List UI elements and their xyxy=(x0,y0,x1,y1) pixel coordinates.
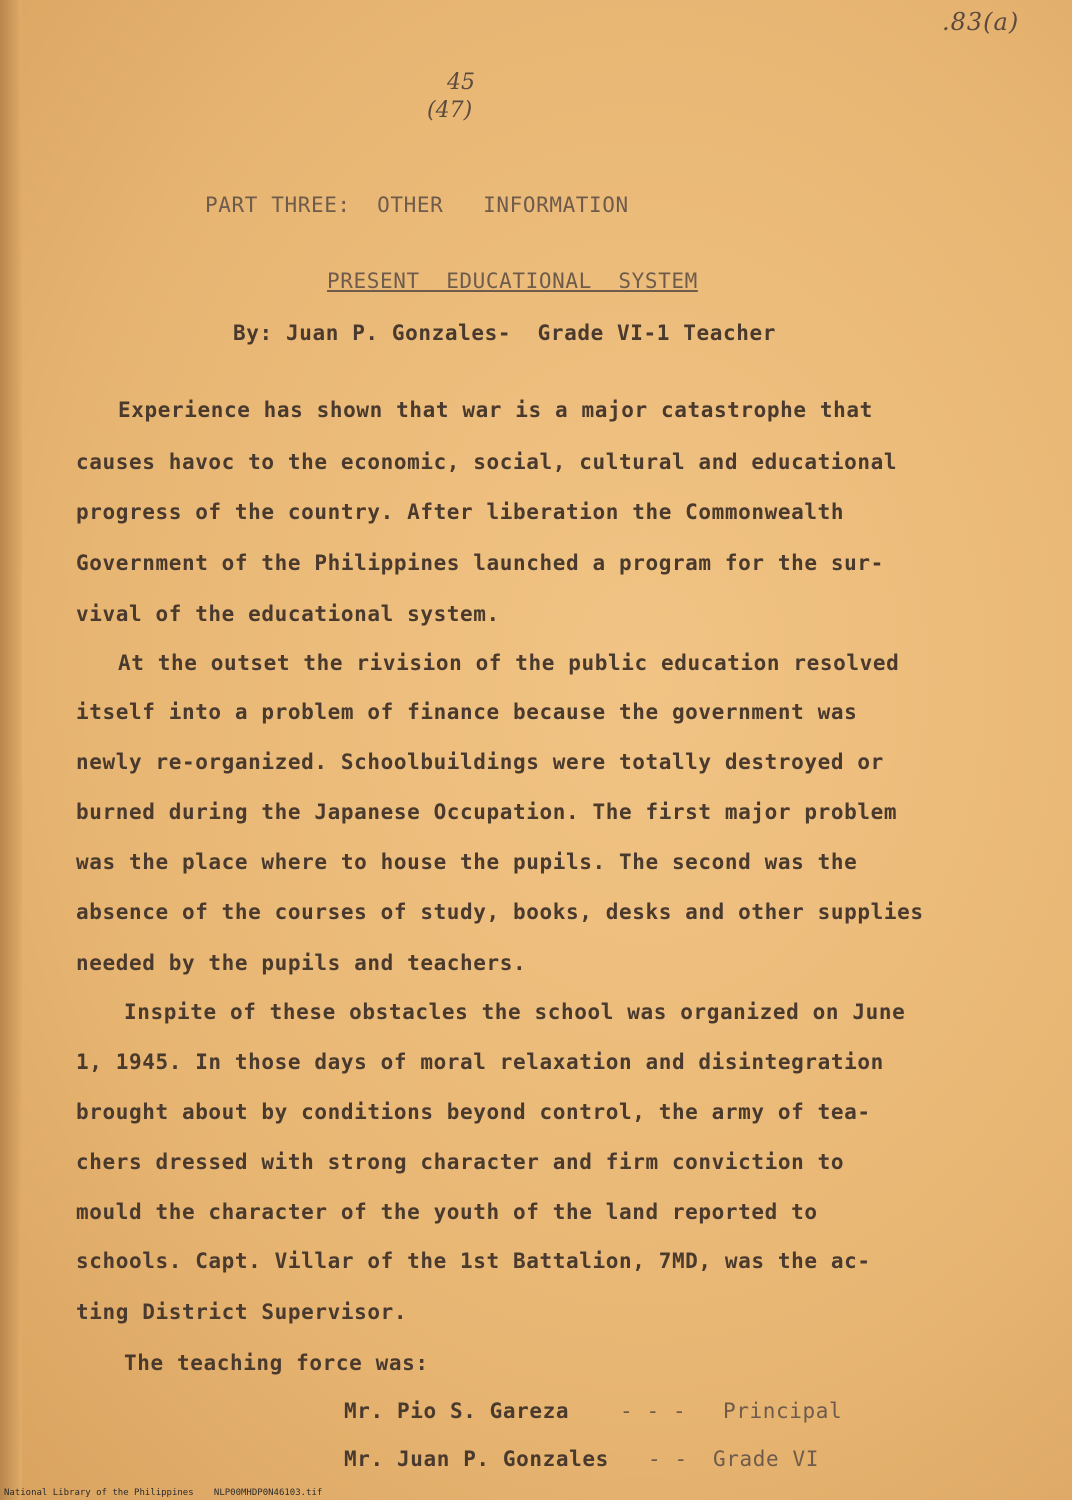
body-line: Government of the Philippines launched a program for the sur- xyxy=(76,551,884,575)
body-line: newly re-organized. Schoolbuildings were totally destroyed or xyxy=(76,750,884,774)
footer-library: National Library of the Philippines xyxy=(4,1488,194,1498)
body-line: absence of the courses of study, books, desks and other supplies xyxy=(76,900,924,924)
body-line: schools. Capt. Villar of the 1st Battalion, 7MD, was the ac- xyxy=(76,1249,871,1273)
body-line: At the outset the rivision of the public education resolved xyxy=(118,651,900,675)
body-line: vival of the educational system. xyxy=(76,602,500,626)
body-line: was the place where to house the pupils. The second was the xyxy=(76,850,858,874)
staff-name: Mr. Juan P. Gonzales xyxy=(344,1447,609,1471)
body-line: The teaching force was: xyxy=(124,1351,429,1375)
staff-dashes: - - xyxy=(648,1447,688,1471)
byline: By: Juan P. Gonzales- Grade VI-1 Teacher xyxy=(233,321,776,345)
body-line: mould the character of the youth of the land reported to xyxy=(76,1200,818,1224)
old-page-number: (47) xyxy=(427,98,473,123)
corner-annotation: .83(a) xyxy=(942,8,1020,36)
body-line: progress of the country. After liberation the Commonwealth xyxy=(76,500,845,524)
body-line: Inspite of these obstacles the school was organized on June xyxy=(124,1000,906,1024)
scan-footer xyxy=(0,1486,1072,1500)
body-line: 1, 1945. In those days of moral relaxation and disintegration xyxy=(76,1050,884,1074)
body-line: itself into a problem of finance because the government was xyxy=(76,700,858,724)
staff-role: Principal xyxy=(723,1399,843,1423)
body-line: needed by the pupils and teachers. xyxy=(76,951,527,975)
staff-name: Mr. Pio S. Gareza xyxy=(344,1399,570,1423)
section-title: PRESENT EDUCATIONAL SYSTEM xyxy=(327,269,698,293)
footer-file: NLP00MHDP0N46103.tif xyxy=(213,1488,323,1498)
body-line: burned during the Japanese Occupation. The first major problem xyxy=(76,800,898,824)
part-heading: PART THREE: OTHER INFORMATION xyxy=(205,193,629,217)
page-number: 45 xyxy=(447,70,475,95)
body-line: chers dressed with strong character and firm conviction to xyxy=(76,1150,845,1174)
body-line: causes havoc to the economic, social, cultural and educational xyxy=(76,450,898,474)
body-line: brought about by conditions beyond control, the army of tea- xyxy=(76,1100,871,1124)
body-line: Experience has shown that war is a major catastrophe that xyxy=(118,398,873,422)
page-edge-shadow xyxy=(0,0,22,1500)
staff-dashes: - - - xyxy=(620,1399,687,1423)
staff-role: Grade VI xyxy=(713,1447,819,1471)
body-line: ting District Supervisor. xyxy=(76,1300,408,1324)
